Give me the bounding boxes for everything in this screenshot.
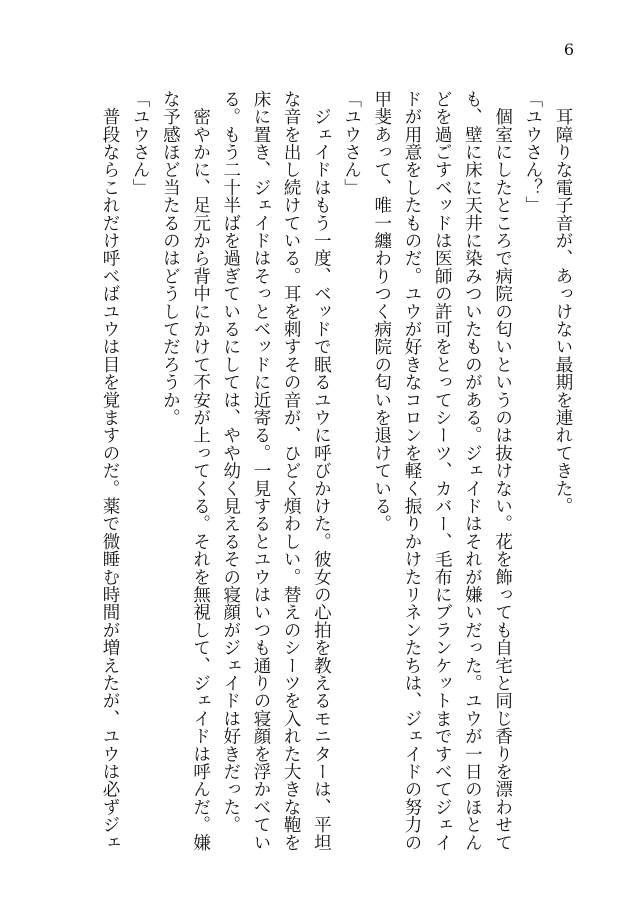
- novel-text-body: [78, 90, 578, 855]
- text-line: 個室にしたところで病院の匂いというのは抜けない。花を飾っても自宅と同じ香りを漂わせて: [492, 90, 513, 852]
- text-line: る。もう二十半ばを過ぎているにしては、やや幼く見えるその寝顔がジェイドは好きだった。: [220, 90, 241, 834]
- text-line: な音を出し続けている。耳を刺すその音が、ひどく煩わしい。替えのシーツを入れた大きな鞄を: [281, 90, 302, 852]
- text-line: 普段ならこれだけ呼べばユウは目を覚ますのだ。薬で微睡む時間が増えたが、ユウは必ずジェ: [99, 90, 120, 852]
- text-line: な予感ほど当たるのはどうしてだろうか。: [160, 90, 181, 427]
- text-line: 耳障りな電子音が、あっけない最期を連れてきた。: [553, 90, 573, 515]
- text-line: 「ユウさん？」: [522, 90, 543, 214]
- text-line: ジェイドはもう一度、ベッドで眠るユウに呼びかけた。彼女の心拍を教えるモニターは、平坦: [311, 90, 332, 852]
- text-line: 床に置き、ジェイドはそっとベッドに近寄る。一見するとユウはいつも通りの寝顔を浮かべてい: [250, 90, 271, 852]
- text-line: 密やかに、足元から背中にかけて不安が上ってくる。それを無視して、ジェイドは呼んだ。嫌: [190, 90, 211, 852]
- text-line: ドが用意をしたものだ。ユウが好きなコロンを軽く振りかけたリネンたちは、ジェイドの努力の: [401, 90, 422, 852]
- page-number: 6: [563, 40, 575, 59]
- text-line: 甲斐あって、唯一纏わりつく病院の匂いを退けている。: [371, 90, 392, 533]
- text-line: どを過ごすベッドは医師の許可をとってシーツ、カバー、毛布にブランケットまですべてジェイ: [432, 90, 453, 852]
- text-line: も、壁に床に天井に染みついたものがある。ジェイドはそれが嫌いだった。ユウが一日のほとん: [462, 90, 483, 852]
- text-line: 「ユウさん」: [341, 90, 362, 197]
- text-line: 「ユウさん」: [130, 90, 151, 197]
